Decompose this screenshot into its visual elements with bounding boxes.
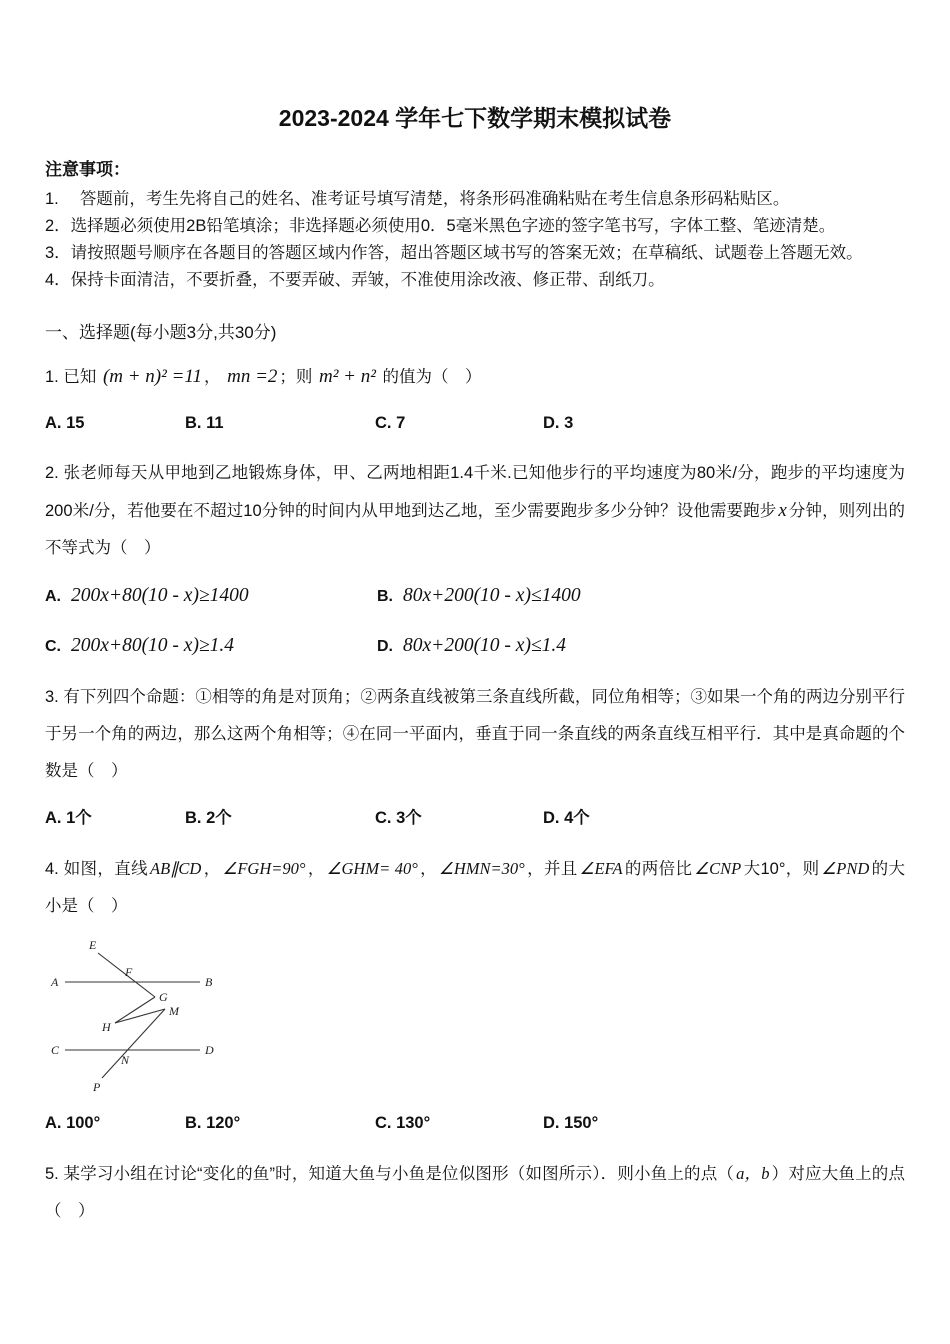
q2-option-c-formula: 200x+80(10 - x)≥1.4 — [71, 635, 235, 656]
q4-text-6: 的两倍比 — [624, 860, 693, 878]
q1-option-b: B. 11 — [185, 414, 224, 432]
point-label-F: F — [125, 965, 133, 979]
q1-option-d: D. 3 — [543, 414, 574, 432]
q4-text-8: 的大小是（ ） — [45, 860, 906, 915]
q4-text-2: ， — [203, 860, 221, 878]
point-label-G: G — [159, 990, 168, 1004]
q2-option-a-label: A. — [45, 588, 61, 605]
q3-option-c: C. 3个 — [375, 809, 422, 827]
question-4 — [45, 850, 905, 925]
q3-option-a: A. 1个 — [45, 809, 92, 827]
notice-item-4: 4．保持卡面清洁，不要折叠，不要弄破、弄皱，不准使用涂改液、修正带、刮纸刀。 — [45, 271, 665, 289]
line-G-H — [115, 997, 155, 1023]
q4-math-3: ∠GHM= 40° — [326, 859, 418, 878]
q2-option-d — [377, 635, 905, 657]
q4-text-5: ，并且 — [526, 860, 578, 878]
q5-math-ab: a，b — [736, 1164, 770, 1183]
q4-option-d: D. 150° — [543, 1114, 599, 1132]
q2-option-d-label: D. — [377, 638, 393, 655]
question-5 — [45, 1155, 905, 1230]
notice-section — [45, 155, 905, 294]
question-1 — [45, 363, 905, 388]
q1-option-a: A. 15 — [45, 414, 85, 432]
question-3: 3. 有下列四个命题：①相等的角是对顶角；②两条直线被第三条直线所截，同位角相等；③如果一个角的两边分别平行于另一个角的两边，那么这两个角相等；④在同一平面内，垂直于同一条直线的两条直线互相平行．其中是真命题的个数是（ ） — [45, 688, 905, 780]
q2-text-1: 2. 张老师每天从甲地到乙地锻炼身体，甲、乙两地相距1.4千米.已知他步行的平均速度为80米/分，跑步的平均速度为200米/分，若他要在不超过10分钟的时间内从甲地到达乙地，至少需要跑步多少分钟？设他需要跑步 — [45, 464, 905, 520]
notice-item-1: 1. 答题前，考生先将自己的姓名、准考证号填写清楚，将条形码准确粘贴在考生信息条形码粘贴区。 — [45, 190, 790, 208]
line-H-M — [115, 1009, 165, 1023]
line-M-N-P — [102, 1009, 165, 1078]
q2-options — [45, 585, 905, 657]
q2-option-b-formula: 80x+200(10 - x)≤1400 — [403, 585, 581, 606]
q2-option-b-label: B. — [377, 588, 393, 605]
q4-text-4: ， — [419, 860, 438, 878]
point-label-N: N — [121, 1053, 130, 1067]
q2-option-a — [45, 585, 377, 607]
q3-option-d: D. 4个 — [543, 809, 590, 827]
q5-text-2: ）对应大鱼上的点（ ） — [45, 1165, 905, 1220]
notice-item-2: 2．选择题必须使用2B铅笔填涂；非选择题必须使用0．5毫米黑色字迹的签字笔书写，字体工整、笔迹清楚。 — [45, 217, 836, 235]
q1-text-2: ， — [204, 368, 226, 386]
q4-option-a: A. 100° — [45, 1114, 101, 1132]
point-label-C: C — [51, 1043, 60, 1057]
q4-text-1: 4. 如图，直线 — [45, 860, 148, 878]
q1-math-2: mn =2 — [227, 366, 278, 387]
q2-option-c — [45, 635, 377, 657]
notice-item-3: 3．请按照题号顺序在各题目的答题区域内作答，超出答题区域书写的答案无效；在草稿纸、试题卷上答题无效。 — [45, 244, 863, 262]
q1-text-4: 的值为（ ） — [377, 368, 482, 386]
point-label-B: B — [205, 975, 213, 989]
q3-option-b: B. 2个 — [185, 809, 232, 827]
q4-math-5: ∠EFA — [579, 859, 623, 878]
point-label-P: P — [93, 1080, 101, 1094]
q4-math-1: AB∥CD — [150, 859, 202, 878]
q1-math-1: (m + n)² =11 — [102, 366, 202, 387]
q4-math-4: ∠HMN=30° — [439, 859, 525, 878]
q4-option-b: B. 120° — [185, 1114, 241, 1132]
q4-text-3: ， — [307, 860, 325, 878]
q1-options — [45, 414, 905, 433]
q1-text-3: ；则 — [279, 368, 317, 386]
q4-math-6: ∠CNP — [694, 859, 742, 878]
question-2 — [45, 455, 905, 567]
q2-option-b — [377, 585, 905, 607]
q2-text-2: 分钟，则列出的不等式为（ ） — [45, 502, 906, 557]
q4-math-7: ∠PND — [821, 859, 870, 878]
q2-option-d-formula: 80x+200(10 - x)≤1.4 — [403, 635, 567, 656]
point-label-D: D — [205, 1043, 214, 1057]
q4-option-c: C. 130° — [375, 1114, 431, 1132]
q4-text-7: 大10°，则 — [743, 860, 820, 878]
q1-text-1: 1. 已知 — [45, 368, 101, 386]
q2-option-a-formula: 200x+80(10 - x)≥1400 — [71, 585, 249, 606]
q1-math-3: m² + n² — [318, 366, 376, 387]
q2-option-c-label: C. — [45, 638, 61, 655]
section-heading-choice: 一、选择题(每小题3分,共30分) — [45, 323, 277, 342]
q1-option-c: C. 7 — [375, 414, 406, 432]
q3-options — [45, 804, 905, 828]
point-label-M: M — [169, 1004, 179, 1018]
point-label-E: E — [89, 938, 97, 952]
q4-math-2: ∠FGH=90° — [222, 859, 306, 878]
q4-options — [45, 1114, 905, 1133]
q2-math-x: x — [778, 500, 787, 521]
notice-heading: 注意事项： — [45, 160, 130, 179]
q4-figure-container — [45, 935, 905, 1100]
point-label-H: H — [102, 1020, 111, 1034]
point-label-A: A — [51, 975, 59, 989]
q4-geometry-figure — [45, 935, 225, 1095]
q5-text-1: 5. 某学习小组在讨论“变化的鱼”时，知道大鱼与小鱼是位似图形（如图所示）．则小鱼上的点（ — [45, 1165, 735, 1183]
paper-title: 2023-2024 学年七下数学期末模拟试卷 — [278, 105, 672, 131]
